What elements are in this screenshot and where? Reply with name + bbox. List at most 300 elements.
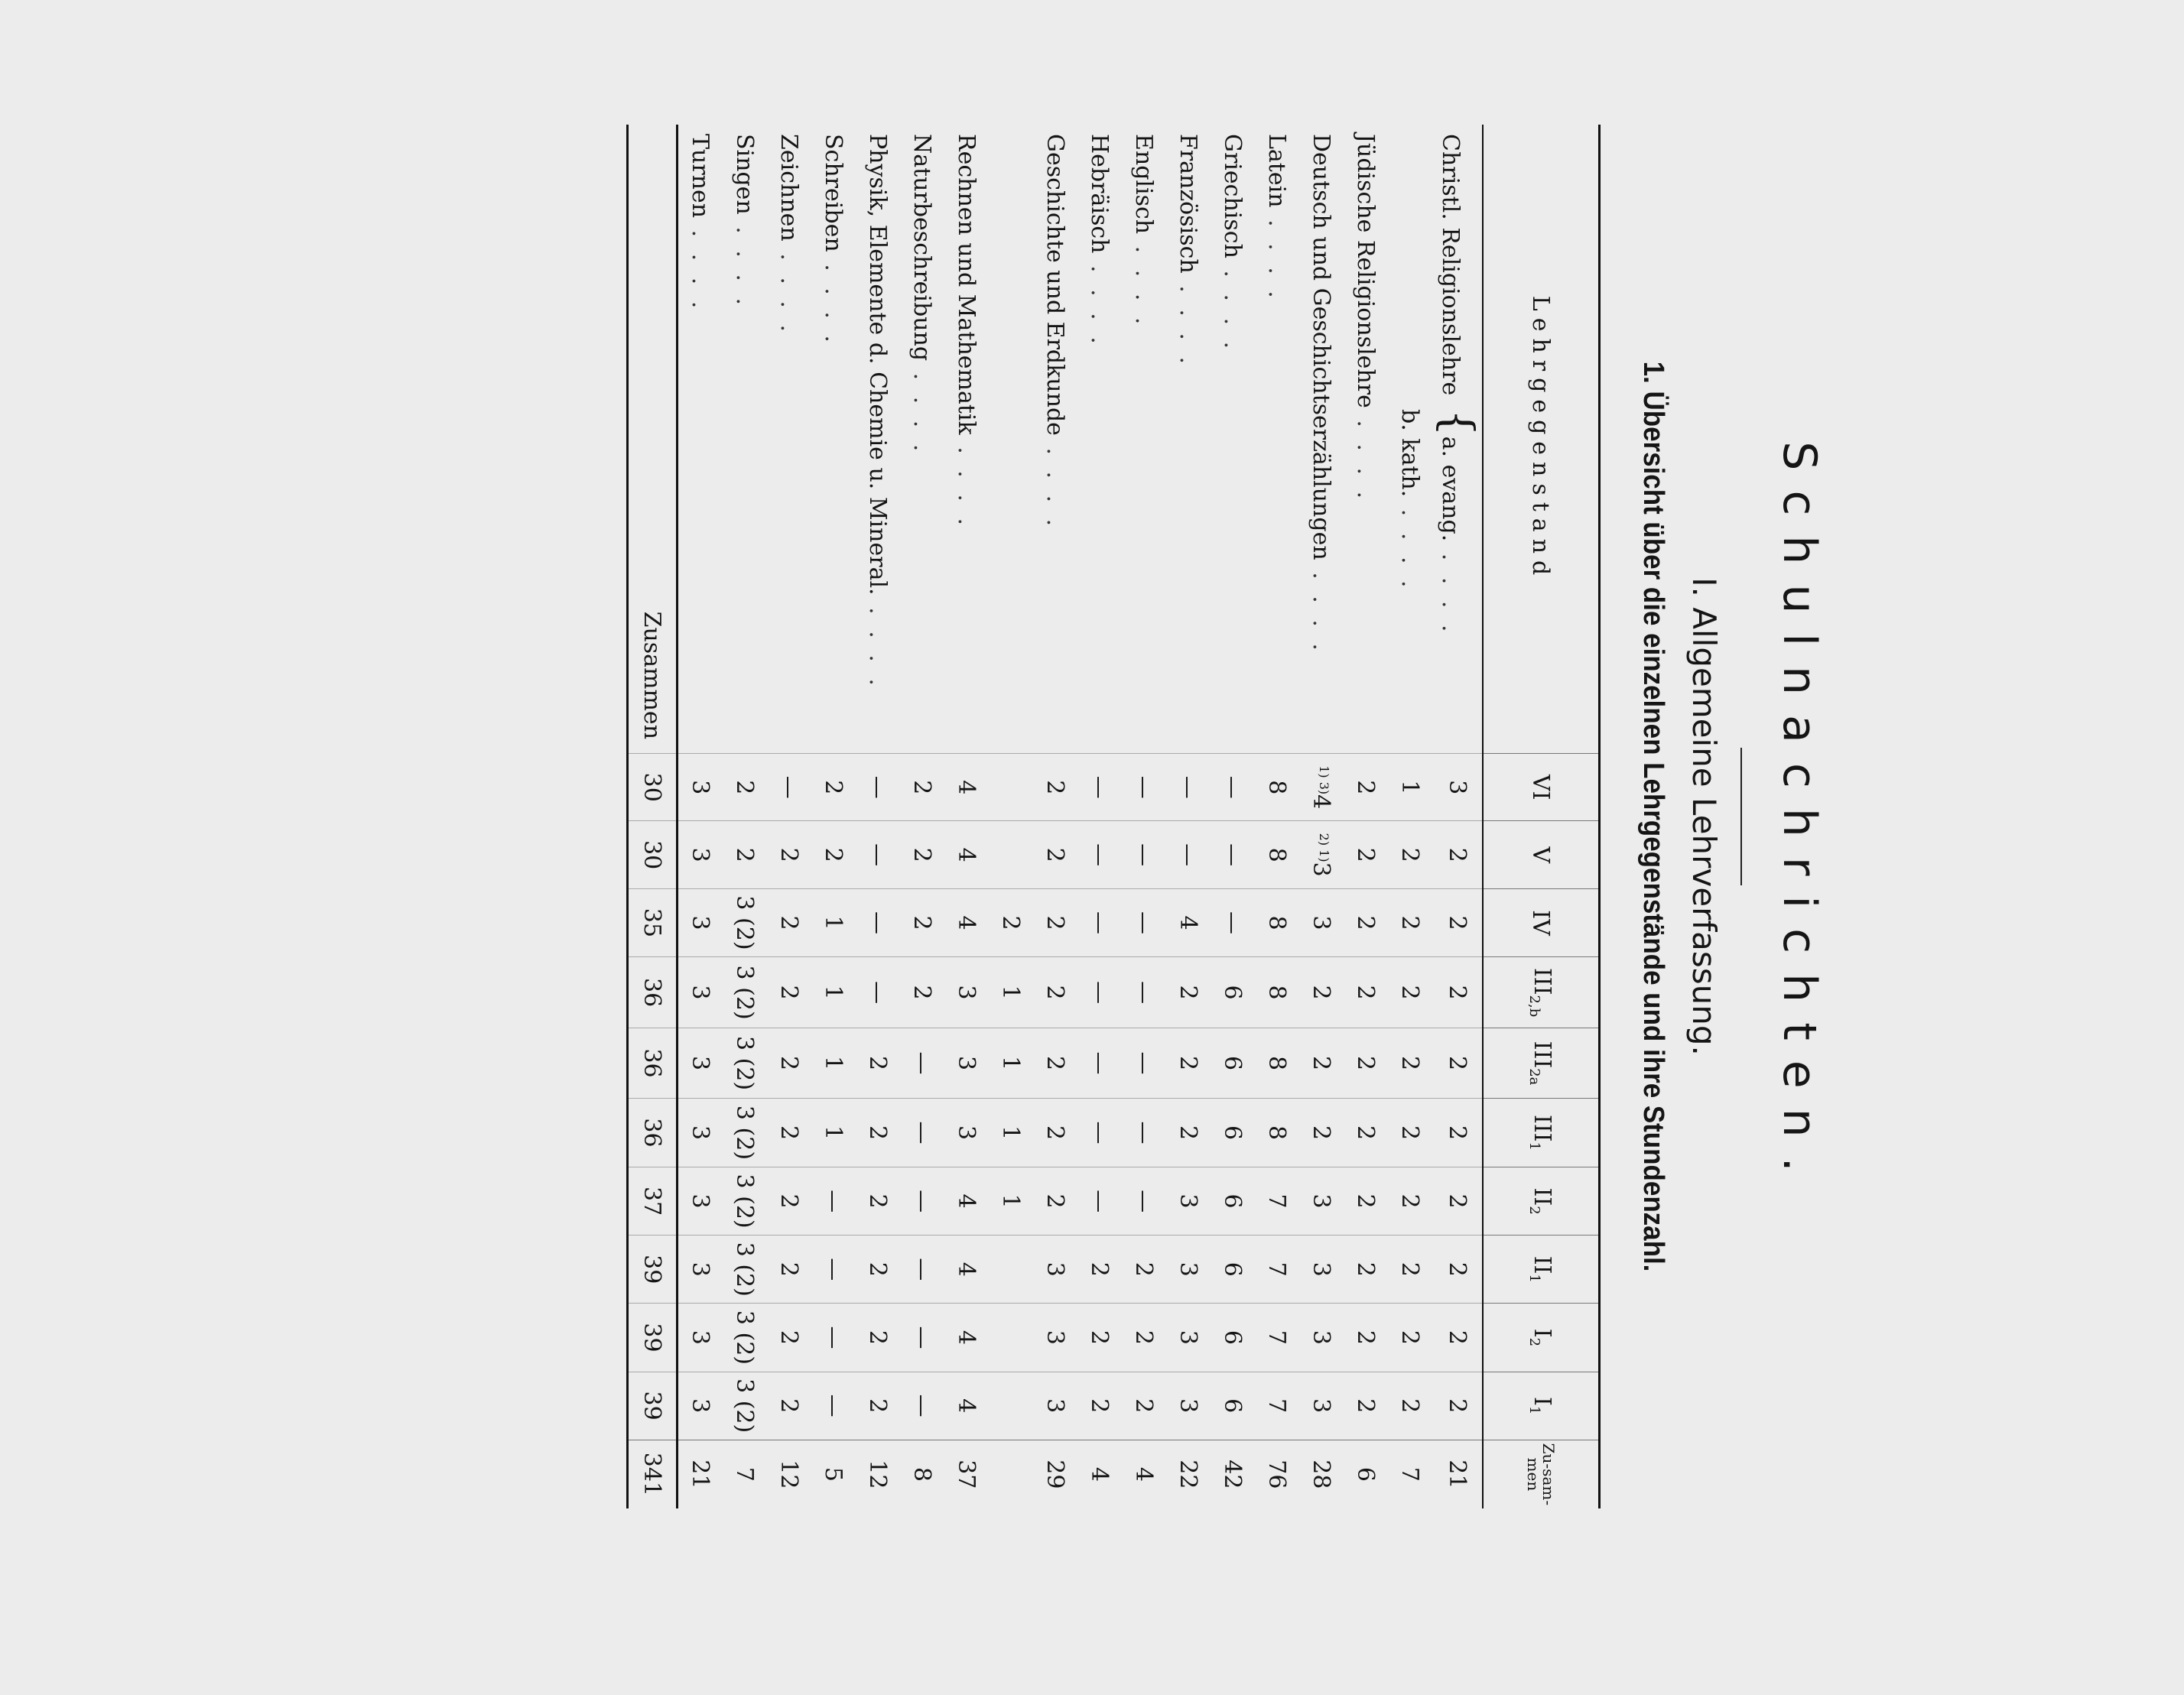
table-row — [1077, 125, 1122, 1508]
hours-value: 2 — [1396, 1056, 1424, 1071]
table-row — [1299, 125, 1344, 1508]
hours-cell — [1299, 821, 1344, 888]
hours-value: — — [1086, 1051, 1113, 1075]
hours-cell — [1344, 1372, 1388, 1440]
class-header-iv: IV — [1483, 888, 1600, 956]
row-total: 6 — [1344, 1440, 1388, 1508]
subject-label: Geschichte und Erdkunde — [1042, 134, 1069, 436]
table-row — [1033, 125, 1077, 1508]
hours-cell — [1166, 1372, 1211, 1440]
subject-label: Singen — [731, 134, 759, 215]
table-row — [900, 125, 944, 1508]
hours-cell — [1299, 888, 1344, 956]
hours-value: 3 — [1042, 1330, 1069, 1345]
hours-cell — [944, 1304, 989, 1372]
hours-cell — [900, 1167, 944, 1235]
hours-value: 2 — [1175, 1125, 1202, 1141]
hours-value: — — [1130, 1051, 1158, 1075]
hours-cell — [767, 1236, 811, 1304]
hours-cell — [989, 1167, 1033, 1235]
hours-cell — [900, 1304, 944, 1372]
subject-label: Englisch — [1130, 134, 1158, 235]
subject-cell — [1432, 125, 1483, 754]
hours-cell — [678, 1167, 723, 1235]
hours-value: — — [820, 1190, 847, 1213]
table-row — [944, 125, 989, 1508]
hours-value: 2 — [775, 1056, 803, 1071]
hours-value: 2 — [1444, 1193, 1471, 1209]
hours-value: 2 — [908, 915, 936, 930]
hours-cell — [1211, 1372, 1255, 1440]
hours-value: — — [908, 1121, 936, 1145]
hours-cell — [811, 1236, 856, 1304]
hours-cell — [1388, 1236, 1432, 1304]
hours-value: 6 — [1219, 1193, 1246, 1209]
hours-cell — [1033, 888, 1077, 956]
table-row — [1166, 125, 1211, 1508]
hours-cell — [944, 888, 989, 956]
hours-cell — [811, 1099, 856, 1167]
hours-cell — [1166, 1304, 1211, 1372]
hours-cell — [900, 1099, 944, 1167]
subject-cell — [1255, 125, 1299, 754]
row-total: 21 — [1432, 1440, 1483, 1508]
sum-value: 39 — [628, 1236, 678, 1304]
hours-value: 1 — [1396, 780, 1424, 795]
hours-value: 2 — [775, 915, 803, 930]
hours-value: 2 — [864, 1398, 892, 1414]
hours-value: — — [864, 911, 892, 934]
hours-value: 2 — [864, 1330, 892, 1345]
hours-value: 3 — [687, 1056, 714, 1071]
hours-value: 8 — [1263, 1056, 1291, 1071]
hours-cell — [1388, 1304, 1432, 1372]
hours-cell — [678, 1099, 723, 1167]
hours-value: 3 — [687, 780, 714, 795]
hours-cell — [989, 1028, 1033, 1099]
hours-value: 3 — [687, 1262, 714, 1277]
hours-cell — [811, 821, 856, 888]
table-row — [1388, 125, 1432, 1508]
class-header-iii2b: $III_{2,b}$ — [1483, 957, 1600, 1028]
hours-value: 2 — [1042, 1193, 1069, 1209]
hours-cell — [1344, 957, 1388, 1028]
hours-value: 2 — [1130, 1330, 1158, 1345]
subject-cell — [1033, 125, 1077, 754]
total-column-header: Zu-sam-men — [1483, 1440, 1600, 1508]
class-header-v: V — [1483, 821, 1600, 888]
hours-value: 3 — [687, 1125, 714, 1141]
hours-value: 3 — [1308, 1330, 1335, 1345]
hours-value: — — [1086, 1121, 1113, 1145]
leader-dots: . . . . — [1308, 560, 1335, 655]
row-total: 37 — [944, 1440, 989, 1508]
hours-cell — [1344, 1236, 1388, 1304]
row-total: 4 — [1077, 1440, 1122, 1508]
hours-value: 2 — [1175, 985, 1202, 1000]
hours-cell — [723, 754, 767, 821]
subject-column-header: Lehrgegenstand — [1527, 295, 1555, 583]
table-row — [856, 125, 900, 1508]
hours-cell — [1211, 888, 1255, 956]
hours-value: 1 — [820, 1056, 847, 1071]
subject-cell — [811, 125, 856, 754]
hours-cell — [989, 1304, 1033, 1372]
hours-value: — — [864, 843, 892, 867]
hours-value: 2 — [1042, 915, 1069, 930]
hours-value: 8 — [1263, 985, 1291, 1000]
hours-value: 2 — [1444, 1262, 1471, 1277]
hours-cell — [1122, 1099, 1166, 1167]
hours-cell — [1255, 957, 1299, 1028]
subject-label: Naturbeschreibung — [908, 134, 936, 362]
hours-value: 2 — [1175, 1056, 1202, 1071]
hours-cell — [723, 1167, 767, 1235]
hours-cell — [723, 888, 767, 956]
hours-cell — [1033, 1028, 1077, 1099]
hours-cell — [723, 821, 767, 888]
hours-value: 3 (2) — [731, 1378, 759, 1434]
hours-cell — [1432, 1167, 1483, 1235]
hours-cell — [767, 1028, 811, 1099]
hours-cell — [678, 821, 723, 888]
hours-cell — [1432, 1099, 1483, 1167]
sum-value: 35 — [628, 888, 678, 956]
hours-cell — [900, 888, 944, 956]
hours-value: 3 (2) — [731, 1035, 759, 1091]
hours-cell — [1211, 754, 1255, 821]
sum-label: Zusammen — [639, 611, 666, 740]
hours-cell — [1166, 1236, 1211, 1304]
hours-value: 2 — [775, 985, 803, 1000]
row-total: 29 — [1033, 1440, 1077, 1508]
subject-label: Schreiben — [820, 134, 847, 252]
hours-cell — [989, 754, 1033, 821]
hours-value: 2 — [1396, 1330, 1424, 1345]
hours-value: 2 — [1042, 1125, 1069, 1141]
hours-cell — [1077, 821, 1122, 888]
hours-cell — [1299, 1167, 1344, 1235]
hours-cell — [989, 1099, 1033, 1167]
subject-label: Zeichnen — [775, 134, 803, 242]
table-row — [989, 125, 1033, 1508]
class-header-ii2: $II_2$ — [1483, 1167, 1600, 1235]
hours-cell — [856, 1028, 900, 1099]
hours-cell — [1432, 1028, 1483, 1099]
hours-value: 2 — [1042, 985, 1069, 1000]
hours-cell — [1166, 888, 1211, 956]
hours-value: 3 (2) — [731, 1174, 759, 1229]
hours-value: 3 — [687, 915, 714, 930]
leader-dots: . . . . — [1263, 207, 1291, 303]
hours-cell — [1166, 1099, 1211, 1167]
subject-label: a. evang. — [1437, 436, 1464, 542]
hours-cell — [1255, 1372, 1299, 1440]
sum-total: 341 — [628, 1440, 678, 1508]
hours-value: 7 — [1263, 1330, 1291, 1345]
hours-value: 2 — [1396, 1193, 1424, 1209]
hours-value: 2 — [820, 780, 847, 795]
hours-cell — [1299, 1236, 1344, 1304]
hours-value: 2 — [1396, 985, 1424, 1000]
hours-value: — — [908, 1394, 936, 1417]
hours-value: — — [820, 1394, 847, 1417]
hours-value: — — [1086, 911, 1113, 934]
hours-value: 3 — [687, 1330, 714, 1345]
hours-value: 2 — [1396, 1125, 1424, 1141]
leader-dots: . . . . — [1086, 253, 1113, 349]
hours-value: 2 — [1444, 1125, 1471, 1141]
leader-dots: . . . . — [1130, 234, 1158, 330]
leader-dots: . . . . — [908, 361, 936, 456]
hours-cell — [856, 754, 900, 821]
hours-cell — [1432, 821, 1483, 888]
hours-cell — [811, 1167, 856, 1235]
hours-cell — [1388, 888, 1432, 956]
hours-value: 2 — [1086, 1398, 1113, 1414]
hours-cell — [678, 888, 723, 956]
hours-cell — [1122, 1372, 1166, 1440]
hours-value: 3 — [1308, 1398, 1335, 1414]
hours-cell — [1344, 1167, 1388, 1235]
row-total: 8 — [900, 1440, 944, 1508]
hours-cell — [1388, 821, 1432, 888]
hours-cell — [678, 754, 723, 821]
hours-value: 3 (2) — [731, 895, 759, 950]
hours-cell — [1299, 957, 1344, 1028]
class-header-vi: VI — [1483, 754, 1600, 821]
hours-value: 2 — [1352, 915, 1380, 930]
subject-label: Physik, Elemente d. Chemie u. Mineral. — [864, 134, 892, 596]
hours-value: — — [1175, 843, 1202, 867]
leader-dots: . . . . — [1042, 435, 1069, 531]
hours-value: 2 — [1130, 1262, 1158, 1277]
table-header-row — [1483, 125, 1600, 1508]
hours-value: 7 — [1263, 1398, 1291, 1414]
leader-dots: . . . . — [775, 241, 803, 337]
hours-cell — [1122, 1236, 1166, 1304]
hours-value: 4 — [953, 1398, 980, 1414]
hours-value: — — [1130, 1190, 1158, 1213]
hours-cell — [1033, 957, 1077, 1028]
table-row — [811, 125, 856, 1508]
hours-value: 2 — [864, 1125, 892, 1141]
hours-cell — [678, 957, 723, 1028]
hours-cell — [1299, 1304, 1344, 1372]
subject-label: Latein — [1263, 134, 1291, 208]
hours-value: 2 — [1444, 1330, 1471, 1345]
rotated-document-sheet — [266, 67, 1826, 1566]
hours-cell — [1211, 1028, 1255, 1099]
hours-value: 2 — [1352, 1125, 1380, 1141]
hours-cell — [856, 957, 900, 1028]
hours-cell — [944, 1236, 989, 1304]
hours-value: 2 — [1444, 1398, 1471, 1414]
hours-value: 2 — [1396, 1398, 1424, 1414]
subject-label: Jüdische Religionslehre — [1352, 134, 1380, 408]
hours-cell — [944, 1372, 989, 1440]
hours-cell — [811, 957, 856, 1028]
row-total — [989, 1440, 1033, 1508]
hours-cell — [723, 1372, 767, 1440]
hours-value: 3 — [1175, 1398, 1202, 1414]
subject-cell — [767, 125, 811, 754]
hours-value: 2 — [1444, 847, 1471, 862]
hours-cell — [1033, 754, 1077, 821]
hours-cell — [1344, 1099, 1388, 1167]
row-total: 21 — [678, 1440, 723, 1508]
hours-value: 3 — [953, 985, 980, 1000]
table-row — [723, 125, 767, 1508]
hours-cell — [1255, 1167, 1299, 1235]
table-row — [1211, 125, 1255, 1508]
hours-cell — [1211, 821, 1255, 888]
hours-cell — [1344, 1028, 1388, 1099]
hours-value: 3 — [687, 1398, 714, 1414]
leader-dots: . . . . — [1219, 258, 1246, 354]
row-total: 7 — [723, 1440, 767, 1508]
hours-value: 4 — [953, 1193, 980, 1209]
hours-cell — [1122, 957, 1166, 1028]
hours-cell — [723, 1236, 767, 1304]
hours-value: 2 — [775, 1193, 803, 1209]
hours-value: 2 — [1308, 1056, 1335, 1071]
hours-value: 3 — [1175, 1193, 1202, 1209]
hours-cell — [1388, 1167, 1432, 1235]
hours-value: 1 — [820, 985, 847, 1000]
hours-cell — [989, 957, 1033, 1028]
hours-value: 2 — [731, 780, 759, 795]
row-total: 5 — [811, 1440, 856, 1508]
hours-value: 1 — [997, 1056, 1025, 1071]
hours-value: 8 — [1263, 1125, 1291, 1141]
hours-cell — [1077, 1236, 1122, 1304]
section-heading: I. Allgemeine Lehrverfassung. — [1685, 577, 1723, 1056]
subject-label: Rechnen und Mathematik — [953, 134, 980, 435]
hours-value: 2 — [1444, 915, 1471, 930]
hours-value: — — [1219, 843, 1246, 867]
page-title: Schulnachrichten. — [1773, 441, 1826, 1192]
class-header-i2: $I_2$ — [1483, 1304, 1600, 1372]
hours-value: — — [1130, 1121, 1158, 1145]
class-header-ii1: $II_1$ — [1483, 1236, 1600, 1304]
subject-label: Griechisch — [1219, 134, 1246, 258]
hours-cell — [1388, 1372, 1432, 1440]
table-heading: 1. Übersicht über die einzelnen Lehrgegenstände und ihre Stundenzahl. — [1637, 361, 1669, 1272]
hours-value: 4 — [953, 915, 980, 930]
hours-cell — [1388, 1028, 1432, 1099]
hours-cell — [723, 1304, 767, 1372]
hours-cell — [1388, 1099, 1432, 1167]
hours-cell — [1432, 754, 1483, 821]
hours-cell — [1077, 1028, 1122, 1099]
row-total: 22 — [1166, 1440, 1211, 1508]
hours-cell — [767, 1304, 811, 1372]
hours-value: 2 — [1352, 1056, 1380, 1071]
subject-cell — [944, 125, 989, 754]
hours-cell — [900, 1028, 944, 1099]
hours-value: 2 — [1444, 1056, 1471, 1071]
hours-value: 2 — [1042, 780, 1069, 795]
hours-cell — [767, 888, 811, 956]
hours-cell — [1211, 1099, 1255, 1167]
hours-cell — [811, 888, 856, 956]
footnote-marker: 1) 3) — [1317, 765, 1332, 795]
hours-value: 3 — [1042, 1398, 1069, 1414]
title-rule — [1740, 748, 1742, 885]
hours-value: 6 — [1219, 985, 1246, 1000]
hours-cell — [678, 1372, 723, 1440]
hours-cell — [900, 1236, 944, 1304]
hours-cell — [1299, 754, 1344, 821]
hours-value: 2 — [1352, 1262, 1380, 1277]
hours-cell — [1077, 888, 1122, 956]
hours-cell — [1388, 754, 1432, 821]
subject-cell — [1211, 125, 1255, 754]
hours-value: 3 — [1444, 780, 1471, 795]
row-total: 12 — [767, 1440, 811, 1508]
hours-value: 4 — [1308, 794, 1335, 810]
hours-cell — [1388, 957, 1432, 1028]
hours-cell — [944, 957, 989, 1028]
hours-value: 2 — [1396, 915, 1424, 930]
hours-value: 2 — [731, 847, 759, 862]
sum-value: 36 — [628, 1099, 678, 1167]
hours-cell — [856, 888, 900, 956]
hours-cell — [1432, 1236, 1483, 1304]
religion-brace: { — [1432, 395, 1482, 437]
hours-cell — [723, 1099, 767, 1167]
hours-cell — [1211, 957, 1255, 1028]
hours-value: 2 — [1396, 1262, 1424, 1277]
hours-value: 2 — [908, 780, 936, 795]
hours-value: — — [908, 1258, 936, 1281]
hours-value: 2 — [820, 847, 847, 862]
hours-cell — [1211, 1167, 1255, 1235]
subject-cell — [900, 125, 944, 754]
hours-value: 2 — [997, 915, 1025, 930]
hours-value: 7 — [1263, 1262, 1291, 1277]
subject-cell — [1344, 125, 1388, 754]
hours-cell — [1255, 1028, 1299, 1099]
hours-cell — [1255, 754, 1299, 821]
leader-dots: . . . . — [864, 595, 892, 690]
hours-cell — [1166, 1167, 1211, 1235]
leader-dots: . . . . — [687, 218, 714, 313]
hours-value: 3 — [687, 847, 714, 862]
subject-label: Turnen — [687, 134, 714, 219]
hours-cell — [989, 1236, 1033, 1304]
hours-cell — [856, 821, 900, 888]
hours-value: — — [864, 775, 892, 799]
row-total: 12 — [856, 1440, 900, 1508]
hours-cell — [944, 1028, 989, 1099]
hours-cell — [856, 1099, 900, 1167]
hours-cell — [1166, 754, 1211, 821]
hours-cell — [856, 1304, 900, 1372]
hours-cell — [767, 957, 811, 1028]
hours-cell — [944, 1167, 989, 1235]
hours-cell — [811, 1304, 856, 1372]
hours-cell — [900, 754, 944, 821]
lesson-hours-table — [626, 125, 1601, 1508]
hours-cell — [1122, 1167, 1166, 1235]
table-row — [1432, 125, 1483, 1508]
table-body — [628, 125, 1484, 1508]
hours-value: — — [908, 1326, 936, 1349]
hours-value: 2 — [1352, 780, 1380, 795]
hours-cell — [1344, 888, 1388, 956]
